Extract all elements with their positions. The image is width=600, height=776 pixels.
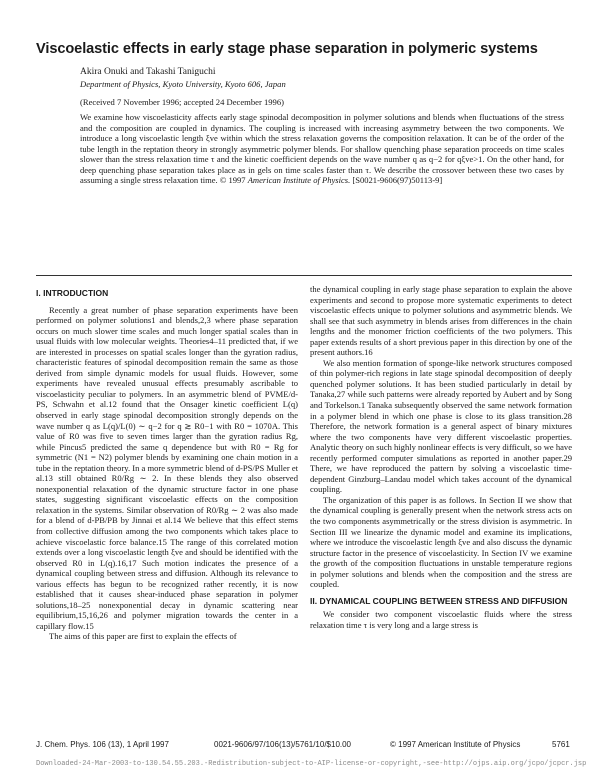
left-column	[36, 284, 298, 704]
body-paragraph: Recently a great number of phase separation experiments have been performed on polymer solutions1 and blends,2,3 where phase separation occurs on much slower time scales and much longer spatial scales than in usual fluids with low molecular weights. Theories4–11 predicted that, if we are interested in processes on spatial scales longer than the gyration radius, characteristic features of spinodal decomposition remain the same as those derived from simple dynamic models for usual fluids. However, some experiments have revealed unusual effects presumably ascribable to viscoelasticity peculiar to polymers. In an asymmetric blend of PVME/d-PS, Schwahn et al.12 found that the Onsager kinetic coefficient L(q) observed in early stage spinodal decomposition strongly depends on the wave number q as L(q)/L(0) ∼ q−2 for q ≳ R0−1 with R0 = 1070A. This value of R0 was five to seven times larger than the gyration radius Rg, while Pincus5 predicted the same q dependence but with R0 = Rg for symmetric (N1 = N2) polymer blends by examining one chain motion in a tube in the reptation theory. In a more symmetric blend of d-PS/PS Muller et al.13 still obtained R0/Rg ∼ 2. In these blends they also observed nonexponential relaxation of the dynamic structure factor in one phase states, suggesting significant viscoelastic effects on the composition relaxation in the systems. Similar observation of R0/Rg ∼ 2 was also made for a blend of d-PB/PB by Jinnai et al.14 We believe that this effect stems from collective diffusion among the two components which takes place to achieve viscoelastic force balance.15 The range of this correlated motion extends over a long viscoelastic length ξve and should be identified with the observed R0 in L(q).16,17 Such motion indicates the presence of a dynamical coupling between stress and diffusion. Although its relevance to various effects has begun to be recognized rather recently, it is now established that it causes shear-induced phase separation in polymer solutions,18–25 nonexponential decay in dynamic scattering near equilibrium,15,16,26 and polymer migration towards the center in a capillary flow.15	[36, 304, 298, 631]
received-dates: (Received 7 November 1996; accepted 24 December 1996)	[80, 97, 285, 107]
abstract-publisher: American Institute of Physics.	[247, 175, 351, 186]
footer-journal-citation: J. Chem. Phys. 106 (13), 1 April 1997	[36, 740, 169, 749]
paper-title: Viscoelastic effects in early stage phase separation in polymeric systems	[36, 41, 538, 57]
abstract-text: We examine how viscoelasticity affects early stage spinodal decomposition in polymer solutions and blends when fluctuations of the stress and the composition are coupled in dynamics. The coupling is increased with increasing asymmetry between the two components. We introduce a long viscoelastic length ξve within which the stress relaxation governs the composition relaxation. It can be of the order of the tube length in the reptation theory in strongly asymmetric polymer blends. For shallow quenching phase separation proceeds on time scales slower than the stress relaxation time τ and the kinetic coefficient depends on the wave number q as q−2 for qξve>1. On the other hand, for deep quenching phase separation takes place as in gels on time scales faster than τ. We describe the crossover between these two cases by assuming a single stress relaxation time.	[80, 112, 564, 186]
abstract-copyright: © 1997	[219, 175, 246, 186]
paper-authors: Akira Onuki and Takashi Taniguchi	[80, 67, 216, 77]
section-heading-dynamical-coupling: II. DYNAMICAL COUPLING BETWEEN STRESS AND DIFFUSION	[310, 595, 568, 606]
body-paragraph: The aims of this paper are first to explain the effects of	[49, 631, 237, 642]
body-paragraph: We consider two component viscoelastic fluids where the stress relaxation time τ is very long and a large stress is	[310, 609, 572, 630]
abstract-identifier: [S0021-9606(97)50113-9]	[352, 175, 443, 186]
body-paragraph: We also mention formation of sponge-like network structures composed of thin polymer-rich regions in late stage spinodal decomposition of deeply quenched polymer solutions. It has been studied particularly in detail by Tanaka,27 while such patterns were already reported by Aubert and by Song and Torkelson.1 Tanaka subsequently observed the same network formation in a polymer blend in which one phase is close to its glass transition.28 Therefore, the network formation is a general aspect of binary mixtures where the two components have very different viscoelastic properties. Analytic theory on such highly nonlinear effects is very difficult, so we have recently performed computer simulations as reported in another paper.29 There, we have reproduced the pattern by solving a viscoelastic time-dependent Ginzburg–Landau model which takes account of the dynamical coupling.	[310, 357, 572, 495]
section-heading-introduction: I. INTRODUCTION	[36, 288, 109, 298]
footer-copyright: © 1997 American Institute of Physics	[390, 740, 521, 749]
body-paragraph: The organization of this paper is as follows. In Section II we show that the dynamical coupling is generally present when the network stress acts on the two components asymmetrically or the stress division is asymmetric. In Section III we linearize the dynamic model and examine its implications, where we introduce the viscoelastic length ξve and also discuss the dynamic structure factor in the presence of viscoelasticity. In Section IV we examine the growth of the composition fluctuations in unstable temperature regions in polymer solutions and blends when the composition and the stress are coupled.	[310, 494, 572, 590]
footer-article-code: 0021-9606/97/106(13)/5761/10/$10.00	[214, 740, 352, 749]
body-paragraph: the dynamical coupling in early stage phase separation to explain the above experiments and second to propose more systematic experiments to detect viscoelastic effects unique to polymer solutions and asymmetric blends. We shall see that such asymmetry in blends arises from differences in the chain lengths and the monomer friction coefficients of the two polymers. This paper extends results of a short previous paper in this direction by one of the present authors.16	[310, 284, 572, 358]
download-notice: Downloaded-24-Mar-2003-to-130.54.55.203.-Redistribution-subject-to-AIP-license-or-copyright,-see-http://ojps.aip.org/jcpo/jcpcr.jsp	[36, 760, 587, 768]
abstract	[80, 112, 564, 186]
abstract-divider	[36, 275, 572, 276]
page-number: 5761	[552, 740, 570, 749]
author-affiliation: Department of Physics, Kyoto University, Kyoto 606, Japan	[80, 79, 286, 89]
right-column	[310, 284, 572, 704]
